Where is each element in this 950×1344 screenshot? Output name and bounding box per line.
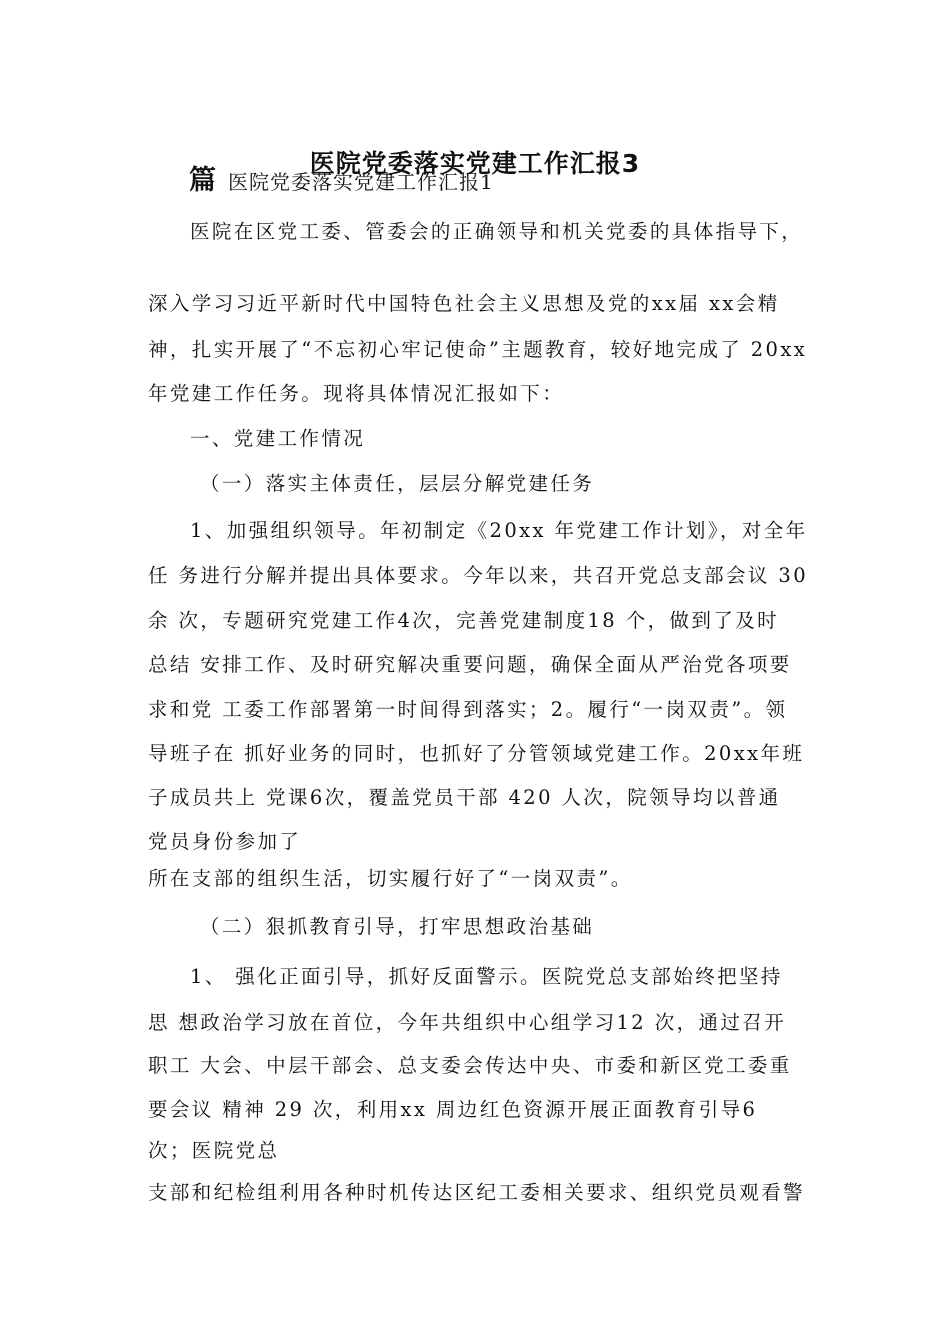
body-line: 深入学习习近平新时代中国特色社会主义思想及党的xx届 xx会精 — [148, 292, 780, 315]
body-line: 党员身份参加了 — [148, 830, 302, 853]
body-line: 职工 大会、中层干部会、总支委会传达中央、市委和新区党工委重 — [148, 1054, 792, 1077]
document-title: 医院党委落实党建工作汇报3 — [309, 149, 641, 178]
body-line: 总结 安排工作、及时研究解决重要问题，确保全面从严治党各项要 — [148, 653, 792, 676]
body-line: 求和党 工委工作部署第一时间得到落实；2。履行“一岗双责”。领 — [148, 698, 788, 721]
body-line: 要会议 精神 29 次，利用xx 周边红色资源开展正面教育引导6 — [148, 1098, 758, 1121]
subsection-heading: （一）落实主体责任，层层分解党建任务 — [200, 472, 595, 495]
body-line: 所在支部的组织生活，切实履行好了“一岗双责”。 — [148, 867, 633, 890]
body-line: 思 想政治学习放在首位，今年共组织中心组学习12 次，通过召开 — [148, 1011, 787, 1034]
body-line: 导班子在 抓好业务的同时，也抓好了分管领域党建工作。20xx年班 — [148, 742, 805, 765]
body-line: 年党建工作任务。现将具体情况汇报如下： — [148, 382, 565, 405]
body-line: 1、加强组织领导。年初制定《20xx 年党建工作计划》，对全年 — [190, 519, 808, 542]
body-line: 医院在区党工委、管委会的正确领导和机关党委的具体指导下， — [190, 220, 804, 243]
body-line: 支部和纪检组利用各种时机传达区纪工委相关要求、组织党员观看警 — [148, 1181, 806, 1204]
body-line: 任 务进行分解并提出具体要求。今年以来，共召开党总支部会议 30 — [148, 564, 809, 587]
body-line: 1、 强化正面引导，抓好反面警示。医院党总支部始终把坚持 — [190, 965, 783, 988]
sub-heading-text: 医院党委落实党建工作汇报1 — [228, 170, 494, 194]
body-line: 子成员共上 党课6次，覆盖党员干部 420 人次，院领导均以普通 — [148, 786, 781, 809]
body-line: 次；医院党总 — [148, 1139, 280, 1162]
body-line: 神，扎实开展了“不忘初心牢记使命”主题教育，较好地完成了 20xx — [148, 338, 808, 361]
subsection-heading: （二）狠抓教育引导，打牢思想政治基础 — [200, 915, 595, 938]
sub-heading-prefix: 篇 — [189, 165, 216, 196]
sub-heading — [189, 158, 494, 197]
section-heading: 一、党建工作情况 — [190, 427, 366, 450]
body-line: 余 次，专题研究党建工作4次，完善党建制度18 个，做到了及时 — [148, 609, 780, 632]
